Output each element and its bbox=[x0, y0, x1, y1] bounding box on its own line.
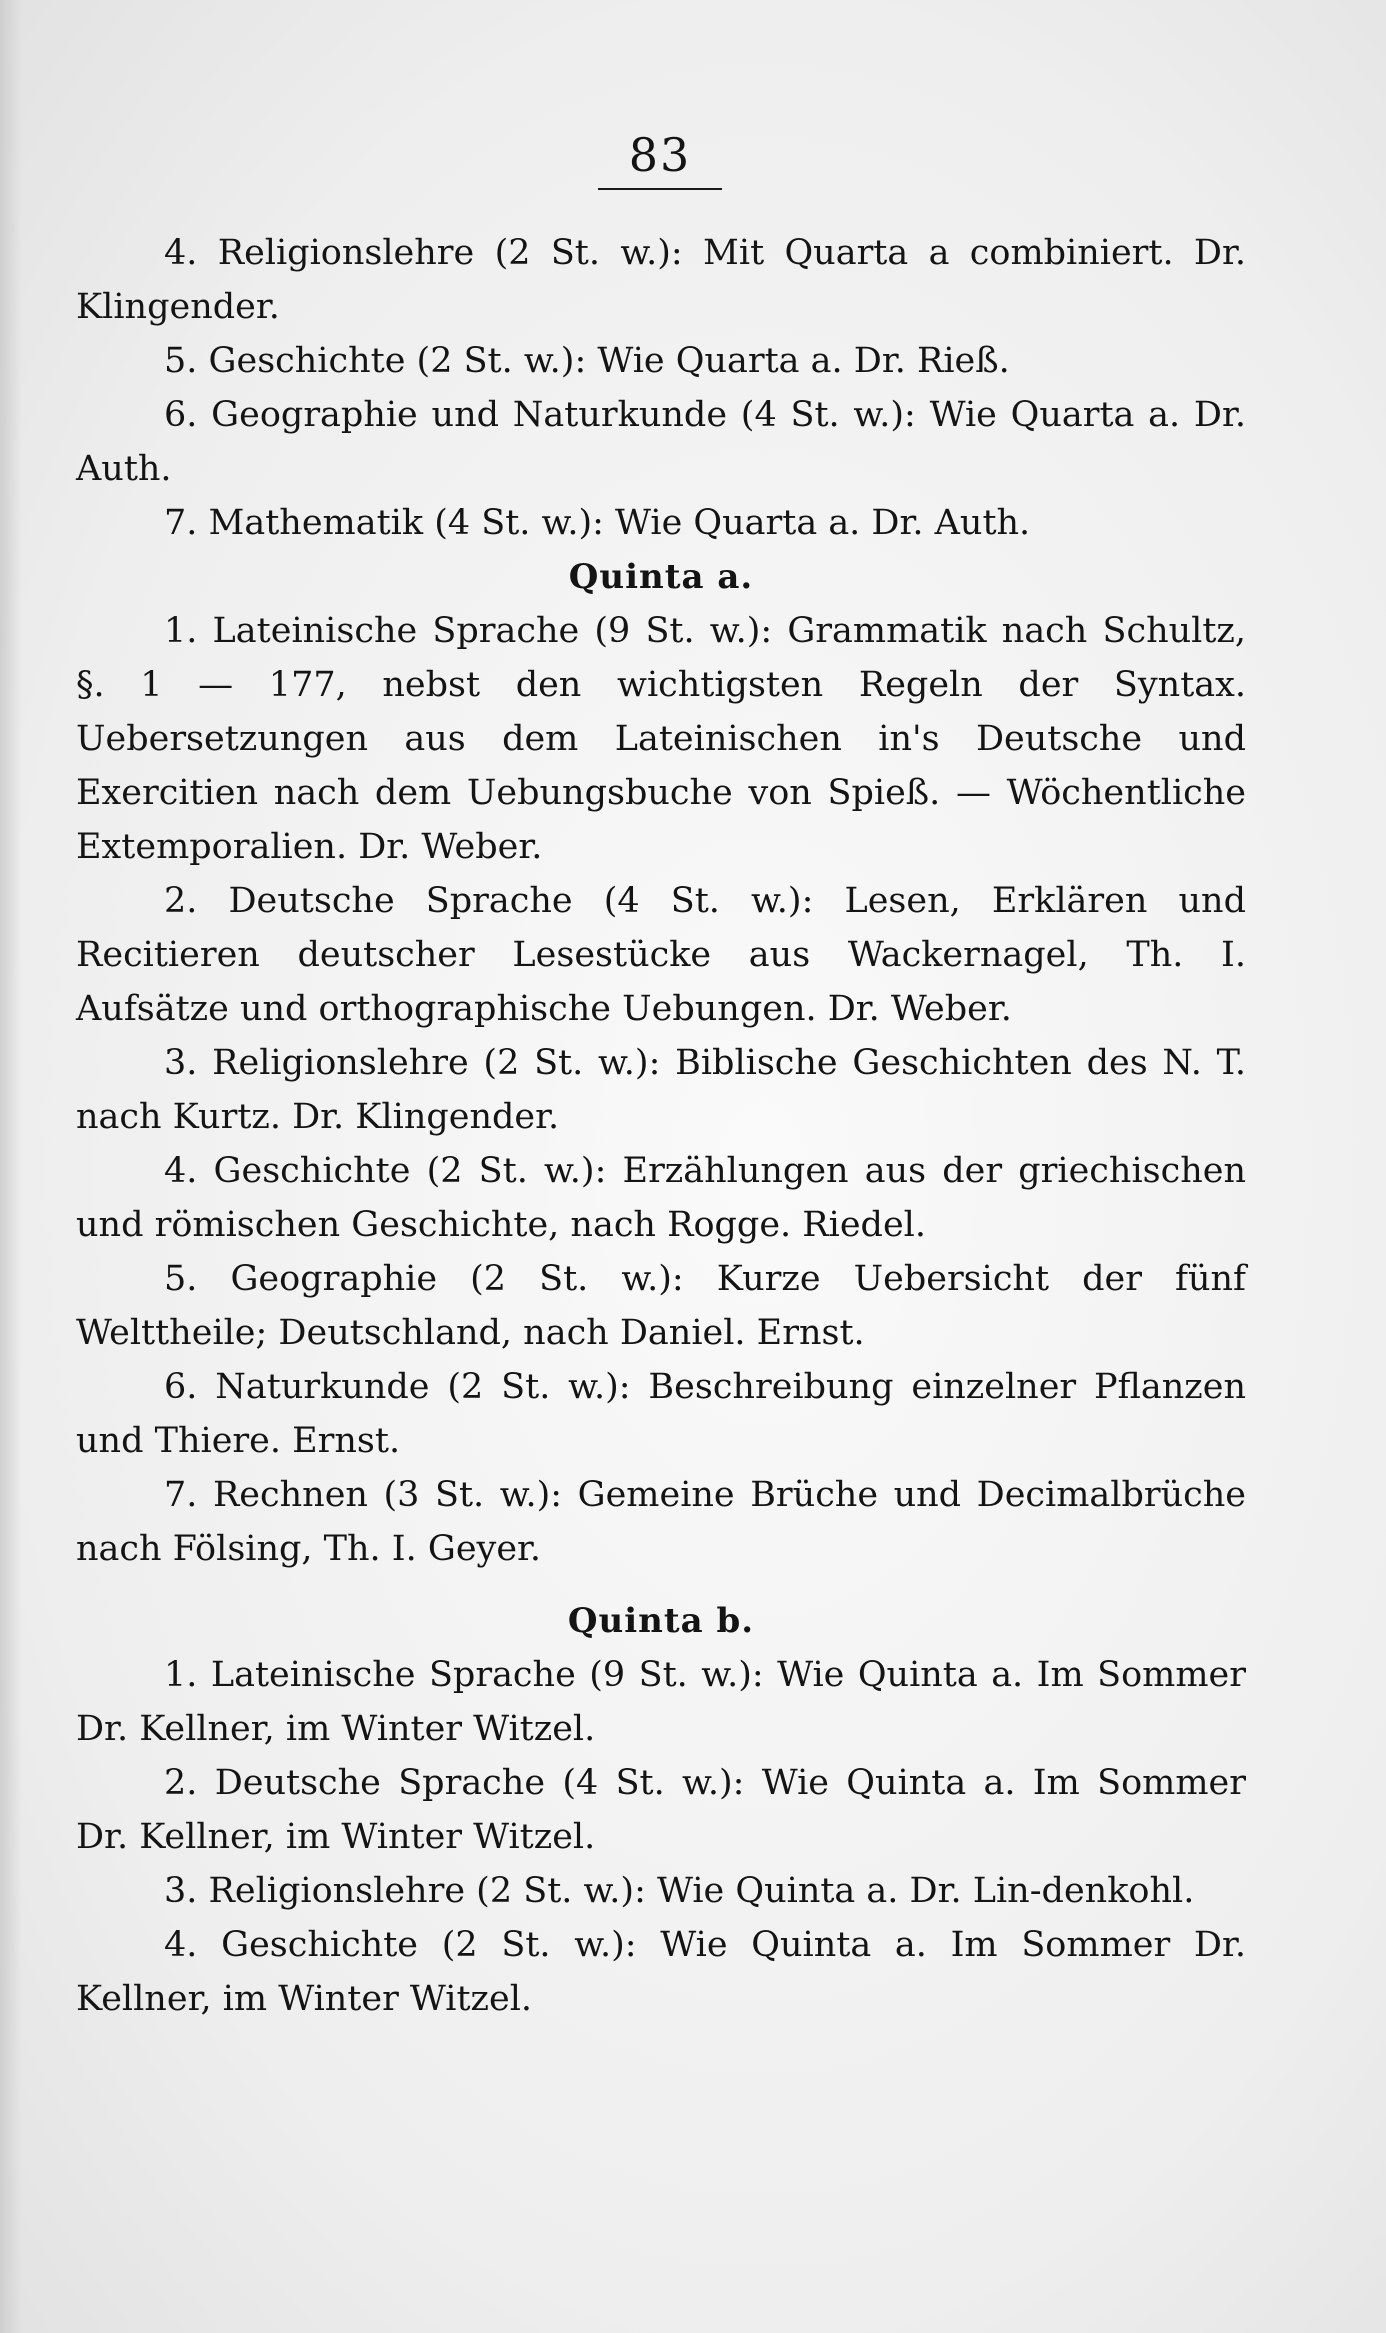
quinta-a-item-5: 5. Geographie (2 St. w.): Kurze Uebersicht der fünf Welttheile; Deutschland, nach Daniel. Ernst. bbox=[76, 1259, 1246, 1353]
page-number: 83 bbox=[628, 128, 692, 182]
quinta-a-item-4: 4. Geschichte (2 St. w.): Erzählungen aus der griechischen und römischen Geschichte, nach Rogge. Riedel. bbox=[76, 1151, 1246, 1245]
quarta-b-item-7: 7. Mathematik (4 St. w.): Wie Quarta a. Dr. Auth. bbox=[164, 503, 1031, 543]
quinta-a-item-1: 1. Lateinische Sprache (9 St. w.): Grammatik nach Schultz, §. 1 — 177, nebst den wichtigsten Regeln der Syntax. Uebersetzungen aus dem Lateinischen in's Deutsche und Exercitien nach dem Uebungsbuche von Spieß. — Wöchentliche Extemporalien. Dr. Weber. bbox=[76, 611, 1246, 867]
quinta-a-item-6: 6. Naturkunde (2 St. w.): Beschreibung einzelner Pflanzen und Thiere. Ernst. bbox=[76, 1367, 1246, 1461]
quarta-b-item-5: 5. Geschichte (2 St. w.): Wie Quarta a. Dr. Rieß. bbox=[164, 341, 1010, 381]
section-heading-quinta-b: Quinta b. bbox=[567, 1601, 755, 1641]
quinta-b-item-2: 2. Deutsche Sprache (4 St. w.): Wie Quinta a. Im Sommer Dr. Kellner, im Winter Witzel. bbox=[76, 1763, 1246, 1857]
quinta-a-item-7: 7. Rechnen (3 St. w.): Gemeine Brüche und Decimalbrüche nach Fölsing, Th. I. Geyer. bbox=[76, 1475, 1246, 1569]
quinta-a-item-3: 3. Religionslehre (2 St. w.): Biblische Geschichten des N. T. nach Kurtz. Dr. Klingender. bbox=[76, 1043, 1246, 1137]
page-body bbox=[76, 226, 1246, 2026]
quinta-a-item-2: 2. Deutsche Sprache (4 St. w.): Lesen, Erklären und Recitieren deutscher Lesestücke aus Wackernagel, Th. I. Aufsätze und orthographische Uebungen. Dr. Weber. bbox=[76, 881, 1246, 1029]
quinta-b-item-3: 3. Religionslehre (2 St. w.): Wie Quinta a. Dr. Lin-denkohl. bbox=[164, 1871, 1195, 1911]
page-binding-shadow bbox=[0, 0, 22, 2333]
quarta-b-item-4: 4. Religionslehre (2 St. w.): Mit Quarta a combiniert. Dr. Klingender. bbox=[76, 233, 1246, 327]
quinta-b-item-4: 4. Geschichte (2 St. w.): Wie Quinta a. Im Sommer Dr. Kellner, im Winter Witzel. bbox=[76, 1925, 1246, 2019]
section-heading-quinta-a: Quinta a. bbox=[568, 557, 754, 597]
page-number-rule bbox=[598, 188, 722, 190]
quinta-b-item-1: 1. Lateinische Sprache (9 St. w.): Wie Quinta a. Im Sommer Dr. Kellner, im Winter Witzel. bbox=[76, 1655, 1246, 1749]
quarta-b-item-6: 6. Geographie und Naturkunde (4 St. w.): Wie Quarta a. Dr. Auth. bbox=[76, 395, 1246, 489]
